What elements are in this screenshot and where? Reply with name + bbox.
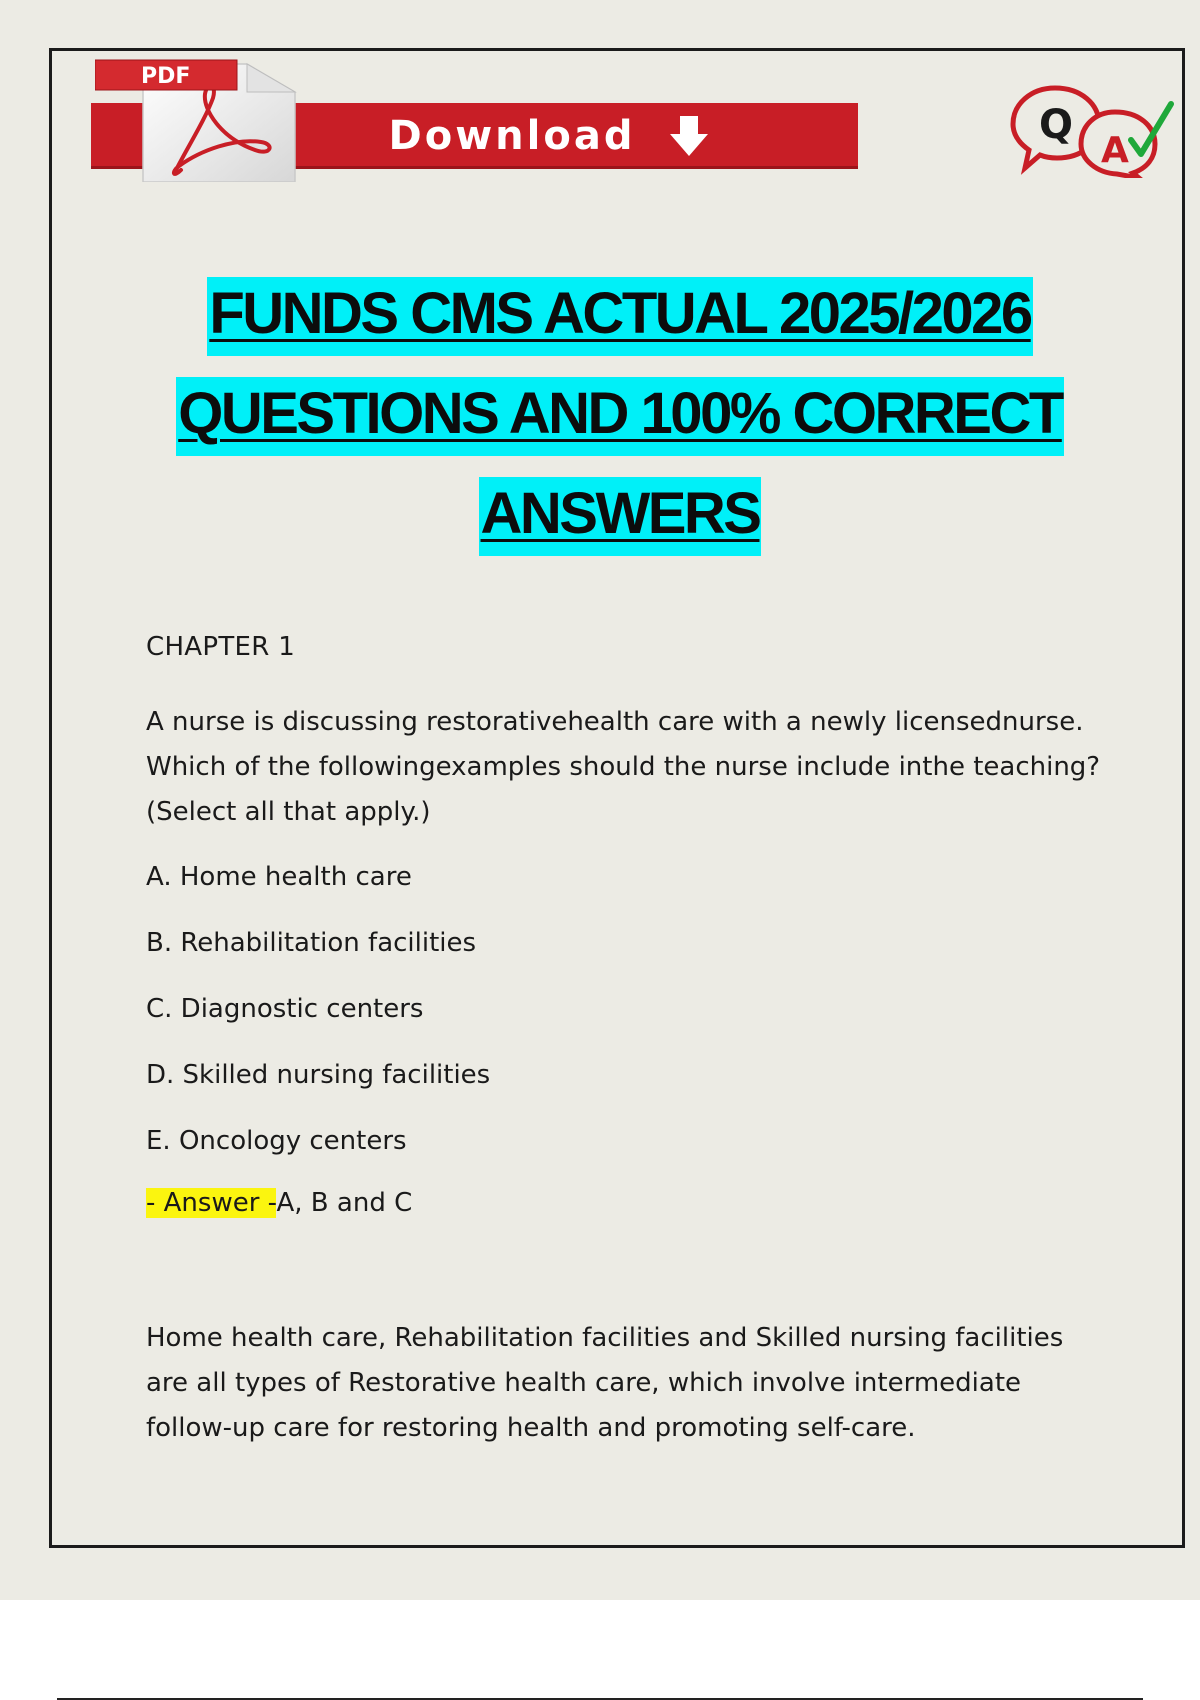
answer-tag: - Answer - bbox=[146, 1188, 277, 1218]
download-button[interactable] bbox=[300, 104, 800, 168]
answer-value: A, B and C bbox=[276, 1188, 413, 1218]
logo-a: A bbox=[1101, 130, 1129, 171]
answer-option: C. Diagnostic centers bbox=[146, 994, 424, 1024]
answer-line bbox=[146, 1188, 412, 1218]
qa-check-logo bbox=[1005, 78, 1175, 178]
question-text: A nurse is discussing restorativehealth care with a newly licensednurse. Which of the followingexamples should the nurse include inthe teaching? (Select all that apply.) bbox=[146, 707, 1101, 827]
answer-option: D. Skilled nursing facilities bbox=[146, 1060, 491, 1090]
document-title bbox=[60, 264, 1180, 564]
download-label: Download bbox=[388, 113, 636, 159]
logo-q: Q bbox=[1039, 102, 1074, 148]
answer-option: A. Home health care bbox=[146, 862, 412, 892]
arrow-down-icon bbox=[667, 114, 711, 158]
pdf-label: PDF bbox=[141, 64, 191, 89]
title-line: QUESTIONS AND 100% CORRECT bbox=[60, 364, 1180, 464]
title-line: ANSWERS bbox=[60, 464, 1180, 564]
answer-option: E. Oncology centers bbox=[146, 1126, 407, 1156]
title-line: FUNDS CMS ACTUAL 2025/2026 bbox=[60, 264, 1180, 364]
pdf-file-icon bbox=[95, 58, 305, 182]
chapter-heading: CHAPTER 1 bbox=[146, 632, 296, 662]
answer-explanation: Home health care, Rehabilitation facilities and Skilled nursing facilities are all types of Restorative health care, which involve intermediate follow-up care for restoring health and promoting self-care. bbox=[146, 1323, 1064, 1443]
answer-option: B. Rehabilitation facilities bbox=[146, 928, 477, 958]
